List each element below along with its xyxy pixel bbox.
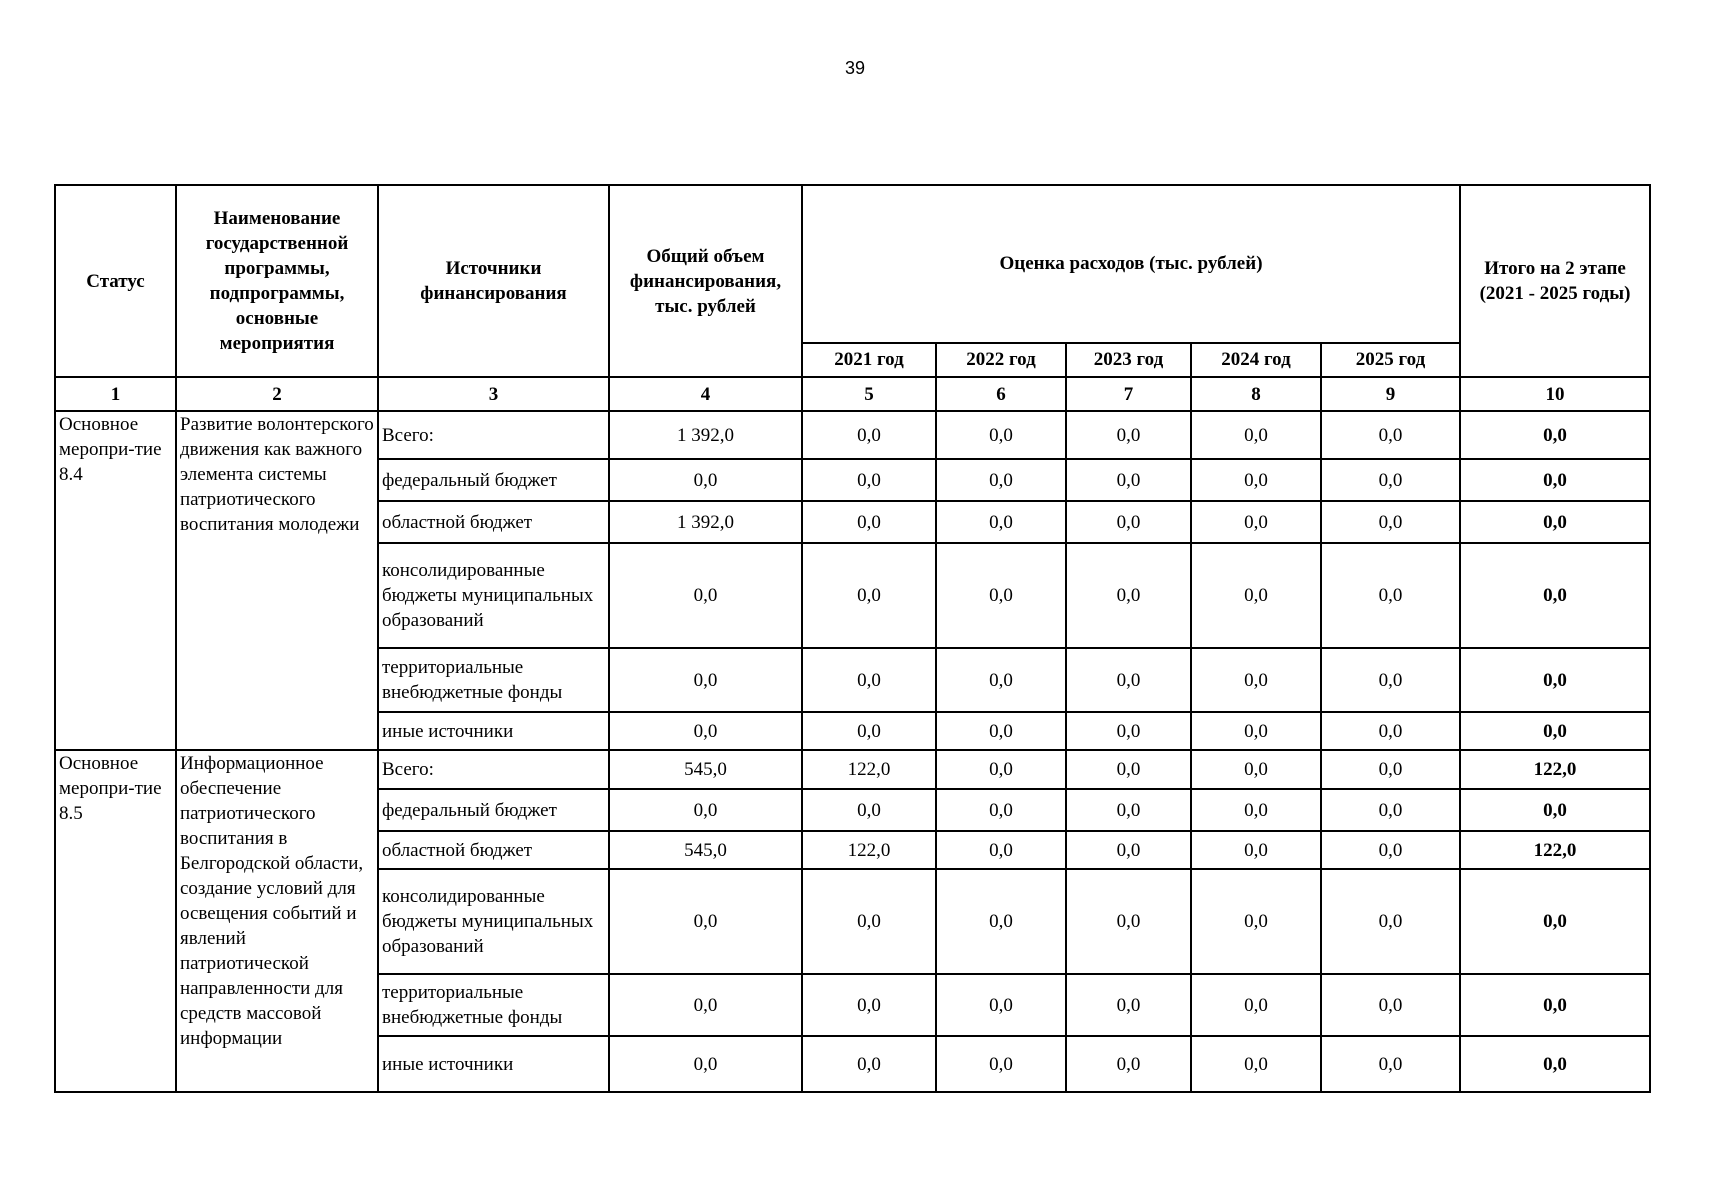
- year-value-cell: 0,0: [1066, 411, 1191, 459]
- year-value-cell: 0,0: [936, 459, 1066, 501]
- table-row: [55, 750, 1650, 789]
- funding-source-cell: Всего:: [378, 750, 609, 789]
- year-value-cell: 0,0: [1321, 750, 1460, 789]
- header-total-volume: Общий объем финансирования, тыс. рублей: [609, 185, 802, 377]
- stage-total-cell: 0,0: [1460, 501, 1650, 543]
- header-sources: Источники финансирования: [378, 185, 609, 377]
- year-value-cell: 0,0: [936, 1036, 1066, 1092]
- year-value-cell: 0,0: [1321, 1036, 1460, 1092]
- column-number: 8: [1191, 377, 1321, 411]
- year-value-cell: 0,0: [1066, 1036, 1191, 1092]
- year-value-cell: 0,0: [1321, 869, 1460, 974]
- year-value-cell: 0,0: [936, 831, 1066, 869]
- year-value-cell: 0,0: [1191, 648, 1321, 712]
- stage-total-cell: 0,0: [1460, 411, 1650, 459]
- total-volume-cell: 545,0: [609, 831, 802, 869]
- year-value-cell: 0,0: [802, 501, 936, 543]
- year-value-cell: 0,0: [1066, 831, 1191, 869]
- column-number: 4: [609, 377, 802, 411]
- year-value-cell: 0,0: [1321, 974, 1460, 1036]
- year-value-cell: 0,0: [1066, 459, 1191, 501]
- stage-total-cell: 0,0: [1460, 789, 1650, 831]
- stage-total-cell: 0,0: [1460, 712, 1650, 750]
- year-value-cell: 0,0: [936, 750, 1066, 789]
- total-volume-cell: 0,0: [609, 648, 802, 712]
- column-number: 1: [55, 377, 176, 411]
- year-value-cell: 0,0: [802, 543, 936, 648]
- year-value-cell: 0,0: [936, 869, 1066, 974]
- header-year-2023: 2023 год: [1066, 343, 1191, 377]
- year-value-cell: 0,0: [1191, 459, 1321, 501]
- column-number: 9: [1321, 377, 1460, 411]
- funding-source-cell: областной бюджет: [378, 831, 609, 869]
- total-volume-cell: 545,0: [609, 750, 802, 789]
- status-cell: Основное меропри-тие 8.5: [55, 750, 176, 1092]
- year-value-cell: 0,0: [802, 459, 936, 501]
- year-value-cell: 0,0: [802, 712, 936, 750]
- column-number: 2: [176, 377, 378, 411]
- year-value-cell: 0,0: [1066, 750, 1191, 789]
- year-value-cell: 0,0: [1191, 411, 1321, 459]
- funding-source-cell: консолидированные бюджеты муниципальных образований: [378, 869, 609, 974]
- year-value-cell: 0,0: [1191, 543, 1321, 648]
- funding-source-cell: территориальные внебюджетные фонды: [378, 974, 609, 1036]
- header-year-2022: 2022 год: [936, 343, 1066, 377]
- total-volume-cell: 0,0: [609, 974, 802, 1036]
- year-value-cell: 0,0: [1191, 974, 1321, 1036]
- year-value-cell: 0,0: [1066, 869, 1191, 974]
- year-value-cell: 0,0: [1321, 411, 1460, 459]
- column-number: 6: [936, 377, 1066, 411]
- status-cell: Основное меропри-тие 8.4: [55, 411, 176, 750]
- funding-source-cell: федеральный бюджет: [378, 459, 609, 501]
- year-value-cell: 0,0: [1066, 712, 1191, 750]
- total-volume-cell: 0,0: [609, 1036, 802, 1092]
- stage-total-cell: 0,0: [1460, 974, 1650, 1036]
- year-value-cell: 0,0: [1321, 459, 1460, 501]
- year-value-cell: 0,0: [936, 648, 1066, 712]
- year-value-cell: 0,0: [1321, 501, 1460, 543]
- header-status: Статус: [55, 185, 176, 377]
- header-estimate: Оценка расходов (тыс. рублей): [802, 185, 1460, 343]
- column-number: 3: [378, 377, 609, 411]
- funding-source-cell: федеральный бюджет: [378, 789, 609, 831]
- funding-source-cell: Всего:: [378, 411, 609, 459]
- total-volume-cell: 0,0: [609, 459, 802, 501]
- stage-total-cell: 0,0: [1460, 648, 1650, 712]
- year-value-cell: 0,0: [1191, 750, 1321, 789]
- year-value-cell: 0,0: [1191, 1036, 1321, 1092]
- stage-total-cell: 0,0: [1460, 459, 1650, 501]
- year-value-cell: 122,0: [802, 750, 936, 789]
- year-value-cell: 0,0: [1191, 712, 1321, 750]
- stage-total-cell: 0,0: [1460, 869, 1650, 974]
- year-value-cell: 0,0: [936, 789, 1066, 831]
- year-value-cell: 0,0: [936, 501, 1066, 543]
- year-value-cell: 0,0: [1066, 974, 1191, 1036]
- column-number-row: [55, 377, 1650, 411]
- header-stage-total: Итого на 2 этапе (2021 - 2025 годы): [1460, 185, 1650, 377]
- year-value-cell: 0,0: [1191, 831, 1321, 869]
- stage-total-cell: 122,0: [1460, 750, 1650, 789]
- year-value-cell: 0,0: [936, 543, 1066, 648]
- year-value-cell: 122,0: [802, 831, 936, 869]
- year-value-cell: 0,0: [1321, 831, 1460, 869]
- header-year-2021: 2021 год: [802, 343, 936, 377]
- table-row: [55, 411, 1650, 459]
- year-value-cell: 0,0: [1191, 501, 1321, 543]
- year-value-cell: 0,0: [802, 648, 936, 712]
- stage-total-cell: 122,0: [1460, 831, 1650, 869]
- budget-table: [54, 184, 1651, 1093]
- funding-source-cell: областной бюджет: [378, 501, 609, 543]
- year-value-cell: 0,0: [936, 712, 1066, 750]
- funding-source-cell: иные источники: [378, 712, 609, 750]
- year-value-cell: 0,0: [802, 1036, 936, 1092]
- page-number: 39: [844, 58, 866, 78]
- year-value-cell: 0,0: [802, 974, 936, 1036]
- total-volume-cell: 1 392,0: [609, 501, 802, 543]
- year-value-cell: 0,0: [936, 411, 1066, 459]
- year-value-cell: 0,0: [1321, 712, 1460, 750]
- total-volume-cell: 0,0: [609, 543, 802, 648]
- year-value-cell: 0,0: [1321, 648, 1460, 712]
- stage-total-cell: 0,0: [1460, 1036, 1650, 1092]
- funding-source-cell: консолидированные бюджеты муниципальных образований: [378, 543, 609, 648]
- header-name: Наименование государственной программы, подпрограммы, основные мероприятия: [176, 185, 378, 377]
- year-value-cell: 0,0: [1321, 543, 1460, 648]
- column-number: 5: [802, 377, 936, 411]
- total-volume-cell: 0,0: [609, 712, 802, 750]
- total-volume-cell: 1 392,0: [609, 411, 802, 459]
- header-year-2024: 2024 год: [1191, 343, 1321, 377]
- activity-name-cell: Информационное обеспечение патриотического воспитания в Белгородской области, создание условий для освещения событий и явлений патриотической направленности для средств массовой информации: [176, 750, 378, 1092]
- year-value-cell: 0,0: [1066, 648, 1191, 712]
- column-number: 10: [1460, 377, 1650, 411]
- year-value-cell: 0,0: [1321, 789, 1460, 831]
- total-volume-cell: 0,0: [609, 789, 802, 831]
- activity-name-cell: Развитие волонтерского движения как важного элемента системы патриотического воспитания молодежи: [176, 411, 378, 750]
- funding-source-cell: территориальные внебюджетные фонды: [378, 648, 609, 712]
- stage-total-cell: 0,0: [1460, 543, 1650, 648]
- year-value-cell: 0,0: [802, 869, 936, 974]
- year-value-cell: 0,0: [1066, 789, 1191, 831]
- year-value-cell: 0,0: [1066, 543, 1191, 648]
- table-body: [55, 411, 1650, 1092]
- year-value-cell: 0,0: [802, 789, 936, 831]
- year-value-cell: 0,0: [936, 974, 1066, 1036]
- total-volume-cell: 0,0: [609, 869, 802, 974]
- header-year-2025: 2025 год: [1321, 343, 1460, 377]
- year-value-cell: 0,0: [1191, 789, 1321, 831]
- year-value-cell: 0,0: [1191, 869, 1321, 974]
- header-row-top: [55, 185, 1650, 343]
- funding-source-cell: иные источники: [378, 1036, 609, 1092]
- year-value-cell: 0,0: [802, 411, 936, 459]
- year-value-cell: 0,0: [1066, 501, 1191, 543]
- column-number: 7: [1066, 377, 1191, 411]
